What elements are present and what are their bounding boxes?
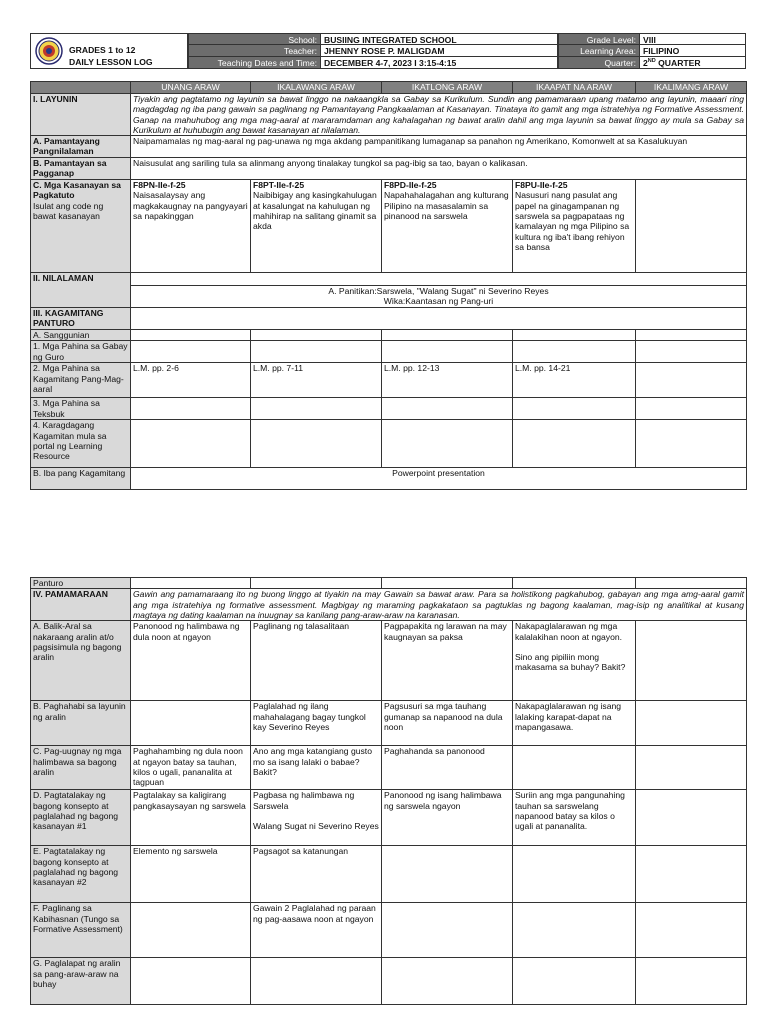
pag-uugnay-cell-4 [513,746,636,790]
pagtatalakay-2-cell-5 [636,846,747,903]
panturo-cell-1 [131,578,251,589]
pag-uugnay-cell-2: Ano ang mga katangiang gusto mo sa isang lalaki o babae? Bakit? [251,746,382,790]
kagamitan-spacer [131,308,747,330]
learning-area-value: FILIPINO [640,45,746,57]
pagtatalakay-1-cell-2: Pagbasa ng halimbawa ng Sarswela Walang Sugat ni Severino Reyes [251,790,382,846]
pamantayang-pangnilalaman-row [31,136,747,158]
paglalapat-cell-2 [251,958,382,1005]
header-row-dates [188,57,746,69]
teksbuk-row [31,398,747,420]
kasanayan-label-title: C. Mga Kasanayan sa Pagkatuto [33,180,121,201]
pagtatalakay-2-label: E. Pagtatalakay ng bagong konsepto at paglalahad ng bagong kasanayan #2 [31,846,131,903]
quarter-word: QUARTER [655,58,701,68]
document-header [30,33,746,69]
nilalaman-content [131,286,747,308]
balik-aral-cell-3: Pagpapakita ng larawan na may kaugnayan sa paksa [382,621,513,701]
iba-pang-kagamitan-label: B. Iba pang Kagamitang [31,468,131,490]
teksbuk-cell-1 [131,398,251,420]
sanggunian-cell-3 [382,330,513,341]
header-info-grid [188,33,746,69]
teaching-dates-value: DECEMBER 4-7, 2023 I 3:15-4:15 [321,57,558,69]
kasanayan-code-3: F8PD-IIe-f-25 [384,180,437,191]
teaching-dates-label: Teaching Dates and Time: [188,57,321,69]
kagamitan-label: III. KAGAMITANG PANTURO [31,308,131,330]
pagtatalakay-2-cell-1: Elemento ng sarswela [131,846,251,903]
teksbuk-cell-2 [251,398,382,420]
pagtatalakay-2-row [31,846,747,903]
sanggunian-cell-2 [251,330,382,341]
nilalaman-line2: Wika:Kaantasan ng Pang-uri [383,296,494,307]
sanggunian-row [31,330,747,341]
header-title [69,44,153,68]
gabay-guro-cell-5 [636,341,747,363]
pamamaraan-text: Gawin ang pamamaraang ito ng buong linggo at tiyakin na may Gawain sa bawat araw. Para sa holistikong pagkahubog, gabayan ang mga amg-aaral gamit ang mga istratehiya ng formative assessment. Magbigay ng maraming pagkakataon sa pagtuklas ng bagong kaalaman, mag-isip ng analitikal at kusang magtaya ng dating kaalaman na inuugnay sa kanilang pang-araw-araw na karanasan. [131,589,747,621]
paghahabi-cell-5 [636,701,747,746]
layunin-label: I. LAYUNIN [31,94,131,136]
paglalapat-row [31,958,747,1005]
day-header-2: IKALAWANG ARAW [251,82,382,94]
paglinang-kabihasnan-cell-2: Gawain 2 Paglalahad ng paraan ng pag-aasawa noon at ngayon [251,903,382,958]
pamantayan-pagganap-text: Naisusulat ang sariling tula sa alinmang anyong tinalakay tungkol sa pag-ibig sa tao, bayan o kalikasan. [131,158,747,180]
pagtatalakay-1-label: D. Pagtatalakay ng bagong konsepto at paglalahad ng bagong kasanayan #1 [31,790,131,846]
karagdagan-cell-2 [251,420,382,468]
pamantayang-pangnilalaman-label: A. Pamantayang Pangnilalaman [31,136,131,158]
nilalaman-label: II. NILALAMAN [31,273,131,308]
paglalapat-cell-5 [636,958,747,1005]
kagamitang-magaaral-row [31,363,747,398]
paghahabi-cell-4: Nakapaglalarawan ng isang lalaking karapat-dapat na mapangasawa. [513,701,636,746]
paglalapat-cell-4 [513,958,636,1005]
magaaral-pages-5 [636,363,747,398]
header-title-line1: GRADES 1 to 12 [69,45,136,55]
magaaral-pages-3: L.M. pp. 12-13 [382,363,513,398]
karagdagang-kagamitan-label: 4. Karagdagang Kagamitan mula sa portal ng Learning Resource [31,420,131,468]
karagdagang-kagamitan-row [31,420,747,468]
paghahabi-label: B. Paghahabi sa layunin ng aralin [31,701,131,746]
grade-level-value: VIII [640,33,746,45]
layunin-row [31,94,747,136]
day-header-row [31,82,747,94]
pagtatalakay-1-row [31,790,747,846]
learning-area-label: Learning Area: [558,45,640,57]
karagdagan-cell-5 [636,420,747,468]
gabay-guro-cell-1 [131,341,251,363]
header-title-box [30,33,188,69]
panturo-cell-3 [382,578,513,589]
kasanayan-cell-2 [251,180,382,273]
teacher-label: Teacher: [188,45,321,57]
sanggunian-label: A. Sanggunian [31,330,131,341]
quarter-value [640,57,746,69]
paglinang-kabihasnan-cell-1 [131,903,251,958]
pamantayang-pangnilalaman-text: Naipamamalas ng mag-aaral ng pag-unawa ng mga akdang pampanitikang lumaganap sa panahon ng Amerikano, Komonwelt at sa Kasalukuyan [131,136,747,158]
pag-uugnay-cell-1: Paghahambing ng dula noon at ngayon batay sa tauhan, kilos o ugali, pananalita at tagpuan [131,746,251,790]
paglalapat-cell-1 [131,958,251,1005]
kagamitang-magaaral-label: 2. Mga Pahina sa Kagamitang Pang-Mag-aaral [31,363,131,398]
nilalaman-spacer [131,273,747,286]
teksbuk-label: 3. Mga Pahina sa Teksbuk [31,398,131,420]
kasanayan-text-3: Napahahalagahan ang kulturang Pilipino na masasalamin sa pinanood na sarswela [384,190,509,222]
sanggunian-cell-1 [131,330,251,341]
karagdagan-cell-1 [131,420,251,468]
paglinang-kabihasnan-label: F. Paglinang sa Kabihasnan (Tungo sa Formative Assessment) [31,903,131,958]
pamantayan-pagganap-row [31,158,747,180]
kasanayan-text-1: Naisasalaysay ang magkakaugnay na pangyayari sa napakinggan [133,190,248,222]
day-header-corner [31,82,131,94]
paghahabi-row [31,701,747,746]
pag-uugnay-cell-5 [636,746,747,790]
school-value: BUSIING INTEGRATED SCHOOL [321,33,558,45]
sanggunian-cell-4 [513,330,636,341]
paghahabi-cell-2: Paglalahad ng ilang mahahalagang bagay tungkol kay Severino Reyes [251,701,382,746]
pagtatalakay-2-cell-4 [513,846,636,903]
quarter-suffix: ND [647,58,656,64]
gabay-guro-label: 1. Mga Pahina sa Gabay ng Guro [31,341,131,363]
kagamitan-row [31,308,747,330]
paghahabi-cell-1 [131,701,251,746]
nilalaman-line1: A. Panitikan:Sarswela, "Walang Sugat" ni Severino Reyes [328,286,549,297]
magaaral-pages-4: L.M. pp. 14-21 [513,363,636,398]
paglinang-kabihasnan-row [31,903,747,958]
school-label: School: [188,33,321,45]
kasanayan-code-1: F8PN-IIe-f-25 [133,180,186,191]
day-header-1: UNANG ARAW [131,82,251,94]
pagtatalakay-2-cell-3 [382,846,513,903]
kasanayan-label-note: Isulat ang code ng bawat kasanayan [33,200,104,222]
pagtatalakay-1-cell-4: Suriin ang mga pangunahing tauhan sa sarswelang napanood batay sa kilos o ugali at pananalita. [513,790,636,846]
quarter-number: 2 [643,58,648,68]
gabay-guro-cell-2 [251,341,382,363]
deped-seal-icon [35,37,63,65]
pag-uugnay-cell-3: Paghahanda sa panonood [382,746,513,790]
day-header-3: IKATLONG ARAW [382,82,513,94]
panturo-cell-2 [251,578,382,589]
day-header-4: IKAAPAT NA ARAW [513,82,636,94]
iba-pang-kagamitan-value: Powerpoint presentation [131,468,747,490]
nilalaman-content-row [31,286,747,308]
kasanayan-cell-3 [382,180,513,273]
karagdagan-cell-3 [382,420,513,468]
pagtatalakay-1-cell-5 [636,790,747,846]
kasanayan-label [31,180,131,273]
sanggunian-cell-5 [636,330,747,341]
panturo-row [31,578,747,589]
gabay-guro-cell-4 [513,341,636,363]
quarter-label: Quarter: [558,57,640,69]
pamamaraan-label: IV. PAMAMARAAN [31,589,131,621]
panturo-label: Panturo [31,578,131,589]
kasanayan-cell-1 [131,180,251,273]
header-title-line2: DAILY LESSON LOG [69,57,153,67]
pagtatalakay-1-cell-1: Pagtalakay sa kaligirang pangkasaysayan ng sarswela [131,790,251,846]
paglalapat-label: G. Paglalapat ng aralin sa pang-araw-araw na buhay [31,958,131,1005]
karagdagan-cell-4 [513,420,636,468]
grade-level-label: Grade Level: [558,33,640,45]
paglinang-kabihasnan-cell-4 [513,903,636,958]
pag-uugnay-label: C. Pag-uugnay ng mga halimbawa sa bagong aralin [31,746,131,790]
lesson-table-part2 [30,577,747,1005]
pamamaraan-row [31,589,747,621]
layunin-text: Tiyakin ang pagtatamo ng layunin sa bawat linggo na nakaangkla sa Gabay sa Kurikulum. Sundin ang pamamaraan upang matamo ang layunin, maaari ring magdagdag ng iba pang gawain sa paglinang ng Pamantayang Pangkaalaman at Kasanayan. Tinataya ito gamit ang mga istratehiya ng Formative Assessment. Ganap na mahuhubog ang mga mag-aaral at mararamdaman ang kahalagahan ng bawat aralin dahil ang mga layunin sa bawat linggo ay mula sa Gabay sa Kurikulum at huhubugin ang bawat kasanayan at nilalaman. [131,94,747,136]
pamantayan-pagganap-label: B. Pamantayan sa Pagganap [31,158,131,180]
kasanayan-code-2: F8PT-IIe-f-25 [253,180,305,191]
iba-pang-kagamitan-row [31,468,747,490]
magaaral-pages-2: L.M. pp. 7-11 [251,363,382,398]
kasanayan-cell-5 [636,180,747,273]
teacher-value: JHENNY ROSE P. MALIGDAM [321,45,558,57]
balik-aral-cell-2: Paglinang ng talasalitaan [251,621,382,701]
balik-aral-cell-5 [636,621,747,701]
panturo-cell-5 [636,578,747,589]
lesson-table-part1 [30,81,747,490]
day-header-5: IKALIMANG ARAW [636,82,747,94]
kasanayan-cell-4 [513,180,636,273]
kasanayan-row [31,180,747,273]
balik-aral-cell-1: Panonood ng halimbawa ng dula noon at ngayon [131,621,251,701]
nilalaman-row [31,273,747,286]
teksbuk-cell-4 [513,398,636,420]
paglinang-kabihasnan-cell-5 [636,903,747,958]
paglalapat-cell-3 [382,958,513,1005]
header-row-school [188,33,746,45]
gabay-guro-cell-3 [382,341,513,363]
pagtatalakay-1-cell-3: Panonood ng isang halimbawa ng sarswela ngayon [382,790,513,846]
paglinang-kabihasnan-cell-3 [382,903,513,958]
gabay-guro-row [31,341,747,363]
header-row-teacher [188,45,746,57]
teksbuk-cell-3 [382,398,513,420]
balik-aral-row [31,621,747,701]
pag-uugnay-row [31,746,747,790]
panturo-cell-4 [513,578,636,589]
paghahabi-cell-3: Pagsusuri sa mga tauhang gumanap sa napanood na dula noon [382,701,513,746]
kasanayan-text-4: Nasusuri nang pasulat ang papel na ginagampanan ng sarswela sa pagpapataas ng kamalayan ng mga Pilipino sa kultura ng iba't ibang rehiyon sa bansa [515,190,630,252]
magaaral-pages-1: L.M. pp. 2-6 [131,363,251,398]
kasanayan-code-4: F8PU-IIe-f-25 [515,180,568,191]
kasanayan-text-2: Naibibigay ang kasingkahulugan at kasalungat na kahulugan ng mahihirap na salitang ginamit sa akda [253,190,377,232]
balik-aral-cell-4: Nakapaglalarawan ng mga kalalakihan noon at ngayon. Sino ang pipiliin mong makasama sa buhay? Bakit? [513,621,636,701]
balik-aral-label: A. Balik-Aral sa nakaraang aralin at/o pagsisimula ng bagong aralin [31,621,131,701]
pagtatalakay-2-cell-2: Pagsagot sa katanungan [251,846,382,903]
teksbuk-cell-5 [636,398,747,420]
